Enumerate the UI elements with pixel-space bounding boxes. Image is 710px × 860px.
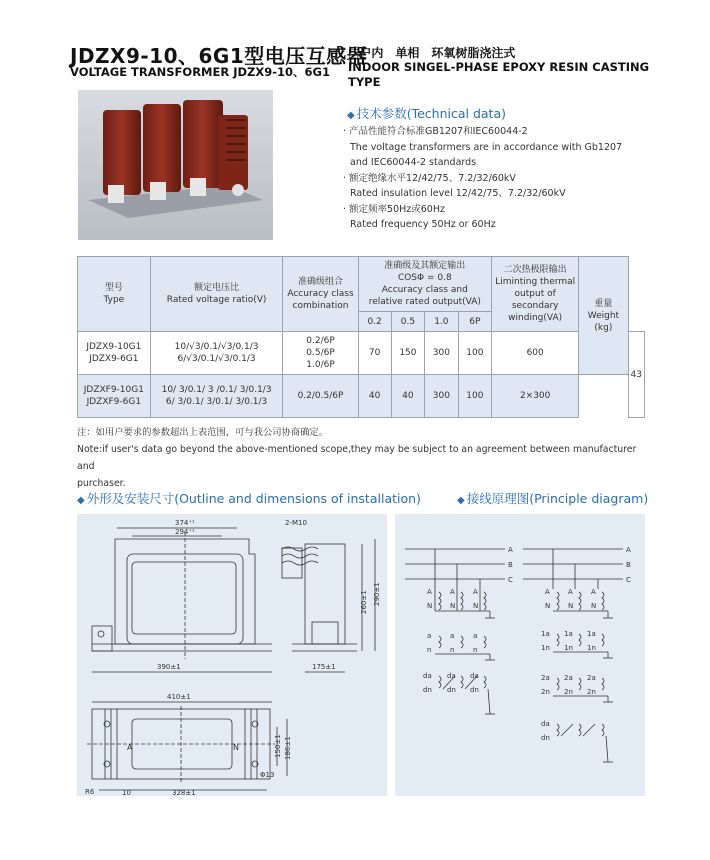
cell-weight: 43 — [628, 332, 644, 418]
th-ratio: 额定电压比 Rated voltage ratio(V) — [150, 257, 283, 332]
note-en-2: purchaser. — [77, 478, 126, 489]
svg-text:A: A — [508, 546, 513, 554]
principle-diagram-panel — [395, 514, 645, 796]
cell-output: 150 — [391, 332, 424, 375]
cell-output: 40 — [391, 375, 424, 418]
dim-150: 150±1 — [274, 734, 282, 758]
svg-text:N: N — [568, 602, 574, 610]
note-cn: 注：如用户要求的参数超出上表范围，可与我公司协商确定。 — [77, 427, 329, 438]
svg-text:1a: 1a — [564, 630, 573, 638]
dim-410: 410±1 — [167, 693, 191, 701]
tech-line-1: · 产品性能符合标准GB1207和IEC60044-2 — [343, 126, 528, 137]
svg-text:A: A — [473, 588, 478, 596]
svg-text:B: B — [626, 561, 631, 569]
outline-drawing — [77, 514, 387, 796]
svg-text:A: A — [427, 588, 432, 596]
svg-text:n: n — [427, 646, 432, 654]
tech-line-2: The voltage transformers are in accordance with Gb1207 — [350, 141, 623, 153]
svg-text:a: a — [473, 632, 478, 640]
svg-text:dn: dn — [423, 686, 432, 694]
tech-line-5: Rated insulation level 12/42/75、7.2/32/60kV — [350, 188, 566, 199]
cell-ratio: 10/ 3/0.1/ 3 /0.1/ 3/0.1/3 6/ 3/0.1/ 3/0.1/ 3/0.1/3 — [150, 375, 283, 418]
dim-260: 260±1 — [360, 590, 368, 614]
wiring-diagram-right — [523, 546, 631, 762]
diamond-bullet-icon: ◆ — [457, 495, 465, 506]
svg-text:2a: 2a — [541, 674, 550, 682]
dim-294: 294⁺¹ — [175, 528, 195, 536]
svg-text:N: N — [545, 602, 551, 610]
dim-10: 10 — [122, 789, 131, 796]
tech-line-6: · 额定频率50Hz或60Hz — [343, 203, 445, 215]
svg-text:dn: dn — [541, 734, 550, 742]
svg-text:A: A — [591, 588, 596, 596]
dim-290: 290±1 — [373, 582, 381, 606]
svg-text:B: B — [508, 561, 513, 569]
label-n: N — [233, 743, 239, 752]
th-class-02: 0.2 — [358, 312, 391, 332]
svg-text:N: N — [427, 602, 433, 610]
principle-diagram — [395, 514, 645, 796]
tech-line-7: Rated frequency 50Hz or 60Hz — [350, 219, 496, 230]
dim-390: 390±1 — [157, 663, 181, 671]
svg-text:2a: 2a — [564, 674, 573, 682]
svg-text:2n: 2n — [564, 688, 573, 696]
dim-phi13: Φ13 — [260, 771, 275, 779]
title-en: VOLTAGE TRANSFORMER JDZX9-10、6G1 — [70, 65, 330, 79]
cell-accuracy: 0.2/0.5/6P — [283, 375, 358, 418]
svg-text:2n: 2n — [587, 688, 596, 696]
tech-line-4: · 额定绝缘水平12/42/75、7.2/32/60kV — [343, 172, 516, 184]
th-class-05: 0.5 — [391, 312, 424, 332]
svg-text:da: da — [447, 672, 456, 680]
top-view — [87, 706, 275, 784]
cell-output: 100 — [458, 332, 491, 375]
title-cn: JDZX9-10、6G1型电压互感器 — [70, 44, 368, 68]
table-row — [78, 332, 645, 375]
dim-175: 175±1 — [312, 663, 336, 671]
outline-heading — [77, 489, 421, 507]
svg-text:da: da — [541, 720, 550, 728]
note-en-1: Note:if user's data go beyond the above-mentioned scope,they may be subject to an agreement between manufacturer and — [77, 444, 637, 472]
svg-text:A: A — [626, 546, 631, 554]
svg-text:n: n — [473, 646, 478, 654]
front-view — [92, 532, 272, 659]
transformer-illustration — [78, 90, 273, 240]
dim-2m10: 2-M10 — [285, 519, 307, 527]
svg-text:n: n — [450, 646, 455, 654]
svg-text:2n: 2n — [541, 688, 550, 696]
dim-328: 328±1 — [172, 789, 196, 796]
svg-text:1n: 1n — [541, 644, 550, 652]
svg-text:1n: 1n — [564, 644, 573, 652]
label-a: A — [127, 743, 133, 752]
cell-output: 100 — [458, 375, 491, 418]
product-photo — [78, 90, 273, 240]
svg-text:C: C — [626, 576, 631, 584]
wiring-diagram-left — [405, 546, 513, 714]
cell-output: 40 — [358, 375, 391, 418]
cell-output: 300 — [425, 332, 458, 375]
cell-ratio: 10/√3/0.1/√3/0.1/3 6/√3/0.1/√3/0.1/3 — [150, 332, 283, 375]
subtitle-en-line2: TYPE — [348, 75, 381, 89]
svg-text:N: N — [591, 602, 597, 610]
subtitle-cn: □户内 单相 环氧树脂浇注式 — [348, 46, 516, 60]
svg-text:1a: 1a — [541, 630, 550, 638]
side-view — [282, 519, 357, 651]
svg-text:N: N — [473, 602, 479, 610]
outline-drawing-panel — [77, 514, 387, 796]
th-accuracy: 准确级组合 Accuracy class combination — [283, 257, 358, 332]
dim-186: 186±1 — [284, 736, 292, 760]
svg-text:a: a — [427, 632, 432, 640]
th-model: 型号 Type — [78, 257, 151, 332]
svg-text:A: A — [450, 588, 455, 596]
svg-text:a: a — [450, 632, 455, 640]
subtitle-en-line1: INDOOR SINGEL-PHASE EPOXY RESIN CASTING — [348, 60, 650, 74]
notes — [77, 424, 647, 492]
svg-text:dn: dn — [447, 686, 456, 694]
dim-374: 374⁺¹ — [175, 519, 195, 527]
principle-heading-text: 接线原理图(Principle diagram) — [466, 491, 649, 506]
svg-text:N: N — [450, 602, 456, 610]
svg-text:dn: dn — [470, 686, 479, 694]
diamond-bullet-icon: ◆ — [347, 110, 355, 121]
th-class-10: 1.0 — [425, 312, 458, 332]
svg-text:2a: 2a — [587, 674, 596, 682]
cell-model: JDZX9-10G1 JDZX9-6G1 — [78, 332, 151, 375]
svg-text:1a: 1a — [587, 630, 596, 638]
th-weight: 重量 Weight (kg) — [579, 257, 628, 375]
cell-thermal: 2×300 — [492, 375, 579, 418]
svg-text:1n: 1n — [587, 644, 596, 652]
th-output: 准确级及其额定输出 COSΦ = 0.8 Accuracy class and relative rated output(VA) — [358, 257, 492, 312]
principle-heading — [457, 489, 648, 507]
tech-line-3: and IEC60044-2 standards — [350, 157, 477, 168]
technical-heading — [347, 104, 506, 122]
th-thermal: 二次热极限输出 Liminting thermal output of secondary winding(VA) — [492, 257, 579, 332]
dim-r6: R6 — [85, 788, 95, 796]
svg-text:da: da — [470, 672, 479, 680]
diamond-bullet-icon: ◆ — [77, 495, 85, 506]
svg-text:C: C — [508, 576, 513, 584]
cell-model: JDZXF9-10G1 JDZXF9-6G1 — [78, 375, 151, 418]
cell-accuracy: 0.2/6P 0.5/6P 1.0/6P — [283, 332, 358, 375]
cell-thermal: 600 — [492, 332, 579, 375]
table-row — [78, 375, 645, 418]
cell-output: 300 — [425, 375, 458, 418]
cell-output: 70 — [358, 332, 391, 375]
technical-heading-text: 技术参数(Technical data) — [356, 106, 506, 121]
outline-heading-text: 外形及安装尺寸(Outline and dimensions of installation) — [86, 491, 421, 506]
spec-table — [77, 256, 645, 418]
svg-text:da: da — [423, 672, 432, 680]
svg-text:A: A — [545, 588, 550, 596]
technical-list — [343, 124, 623, 233]
svg-text:A: A — [568, 588, 573, 596]
th-class-6p: 6P — [458, 312, 491, 332]
